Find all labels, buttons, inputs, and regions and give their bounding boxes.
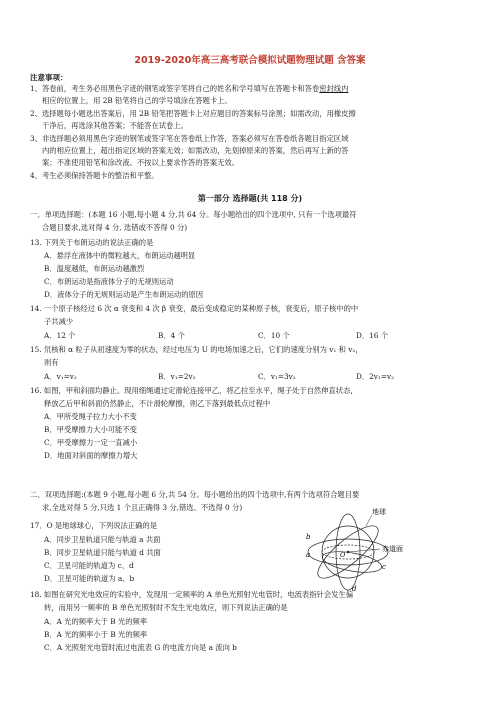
q13-option-b: B．温度越低，布朗运动越激烈 <box>44 264 145 273</box>
q16-option-b: B．甲受摩擦力大小可能不变 <box>44 425 137 434</box>
q18-option-b: B．A 光的频率小于 B 光的频率 <box>44 630 148 639</box>
q15-option-c: C．v₁=3v₂ <box>258 372 296 381</box>
q14-stem-2: 子共减少 <box>44 317 74 326</box>
notice-heading: 注意事项： <box>30 73 68 82</box>
label-equator: 赤道面 <box>382 545 403 553</box>
q18-stem-2: 转，而用另一频率的 B 单色光照射时不发生光电效应，则下列说法正确的是 <box>44 603 288 612</box>
q15-option-a: A．v₁=v₂ <box>44 372 77 381</box>
notice-line-6: 内的相应位置上，超出指定区域的答案无效；如需改动，先划掉原来的答案，然后再写上新的答 <box>42 146 349 155</box>
notice-line-3: 2、选择题每小题选出答案后，用 2B 铅笔把答题卡上对应题目的答案标号涂黑；如需改动，用橡皮擦 <box>30 109 356 118</box>
notice-underlined: 密封线内 <box>319 84 349 93</box>
q14-option-d: D．16 个 <box>356 331 389 340</box>
q15-option-d: D．2v₁=v₂ <box>356 372 394 381</box>
notice-line-5: 3、非选择题必须用黑色字迹的钢笔或签字笔在答卷纸上作答，答案必须写在答卷纸各题目指定区域 <box>30 134 349 143</box>
q14-option-a: A．12 个 <box>44 331 76 340</box>
part1-title: 第一部分 选择题(共 118 分) <box>197 194 303 203</box>
q16-stem-1: 16. 如图，甲和斜面均静止。现用细绳通过定滑轮连接甲乙，将乙拉至水平，绳子处于自然伸直状态， <box>30 386 358 395</box>
part2-intro-1: 二、双项选择题:(本题 9 小题,每小题 6 分,共 54 分。每小题给出的四个选项中,有两个选项符合题目要 <box>30 490 360 499</box>
q17-option-b: B．同步卫星轨道只能与轨道 d 共面 <box>44 548 161 557</box>
q18-option-c: C．A 光照射光电管时流过电流表 G 的电流方向是 a 流向 b <box>44 643 237 652</box>
q13-option-d: D．液体分子的无规则运动是产生布朗运动的原因 <box>44 290 204 299</box>
q16-option-c: C．甲受摩擦力一定一直减小 <box>44 438 138 447</box>
notice-line-7: 案；不准使用铅笔和涂改液。不按以上要求作答的答案无效。 <box>42 158 240 167</box>
q13-stem: 13. 下列关于布朗运动的说法正确的是 <box>30 238 154 247</box>
label-a: a <box>306 551 311 559</box>
notice-line-2: 相应的位置上，用 2B 铅笔将自己的学号填涂在答题卡上。 <box>42 96 232 105</box>
label-o: O <box>340 551 346 559</box>
document-title: 2019-2020年高三高考联合模拟试题物理试题 含答案 <box>134 55 366 66</box>
q14-stem-1: 14. 一个原子核经过 6 次 α 衰变和 4 次 β 衰变，最后变成稳定的某种原子核，衰变后，原子核中的中 <box>30 304 359 313</box>
q13-option-c: C．布朗运动是指液体分子的无规则运动 <box>44 277 174 286</box>
q18-stem-1: 18. 如图在研究光电效应的实验中，发现用一定频率的 A 单色光照射光电管时，电流表指针会发生偏 <box>30 590 354 599</box>
label-c: c <box>382 563 386 571</box>
label-d: d <box>352 585 357 593</box>
part1-intro-1: 一、单项选择题：(本题 16 小题,每小题 4 分,共 64 分。每小题给出的四个选项中, 只有一个选项最符 <box>30 210 357 219</box>
q18-option-a: A．A 光的频率大于 B 光的频率 <box>44 617 148 626</box>
notice-line-1: 1、答卷前，考生务必用黑色字迹的钢笔或签字笔将自己的姓名和学号填写在答题卡和答卷密封线内 <box>30 84 349 93</box>
q17-stem: 17．O 是地球球心，下列说法正确的是 <box>30 521 158 530</box>
part1-intro-2: 合题目要求,选对得 4 分, 选错或不答得 0 分) <box>42 223 188 232</box>
notice-line-4: 干净后，再选涂其他答案；不能答在试卷上。 <box>42 121 188 130</box>
label-earth: 地球 <box>372 508 386 516</box>
q17-option-c: C．卫星可能的轨道为 c、d <box>44 561 134 570</box>
q14-option-c: C．10 个 <box>258 331 290 340</box>
part2-intro-2: 求,全选对得 5 分,只选 1 个且正确得 3 分,错选、不选得 0 分) <box>42 503 243 512</box>
label-b: b <box>306 533 311 541</box>
earth-orbits-figure <box>300 505 410 595</box>
q17-option-a: A．同步卫星轨道只能与轨道 a 共面 <box>44 535 161 544</box>
q13-option-a: A．悬浮在液体中的微粒越大，布朗运动越明显 <box>44 251 196 260</box>
q17-option-d: D．卫星可能的轨道为 a、b <box>44 574 135 583</box>
q16-option-a: A．甲所受绳子拉力大小不变 <box>44 412 137 421</box>
q16-stem-2: 释放乙后甲和斜面仍然静止，不计滑轮摩擦，则乙下落到最低点过程中 <box>44 399 271 408</box>
q15-stem-1: 15. 氘核和 α 粒子从初速度为零的状态，经过电压为 U 的电场加速之后，它们的速度分别为 v₁ 和 v₂， <box>30 345 363 354</box>
notice-line-8: 4、考生必须保持答题卡的整洁和平整。 <box>30 171 159 180</box>
q15-stem-2: 则有 <box>44 358 59 367</box>
q16-option-d: D．地面对斜面的摩擦力增大 <box>44 451 138 460</box>
q14-option-b: B．4 个 <box>158 331 185 340</box>
q15-option-b: B．v₁=2v₂ <box>158 372 196 381</box>
